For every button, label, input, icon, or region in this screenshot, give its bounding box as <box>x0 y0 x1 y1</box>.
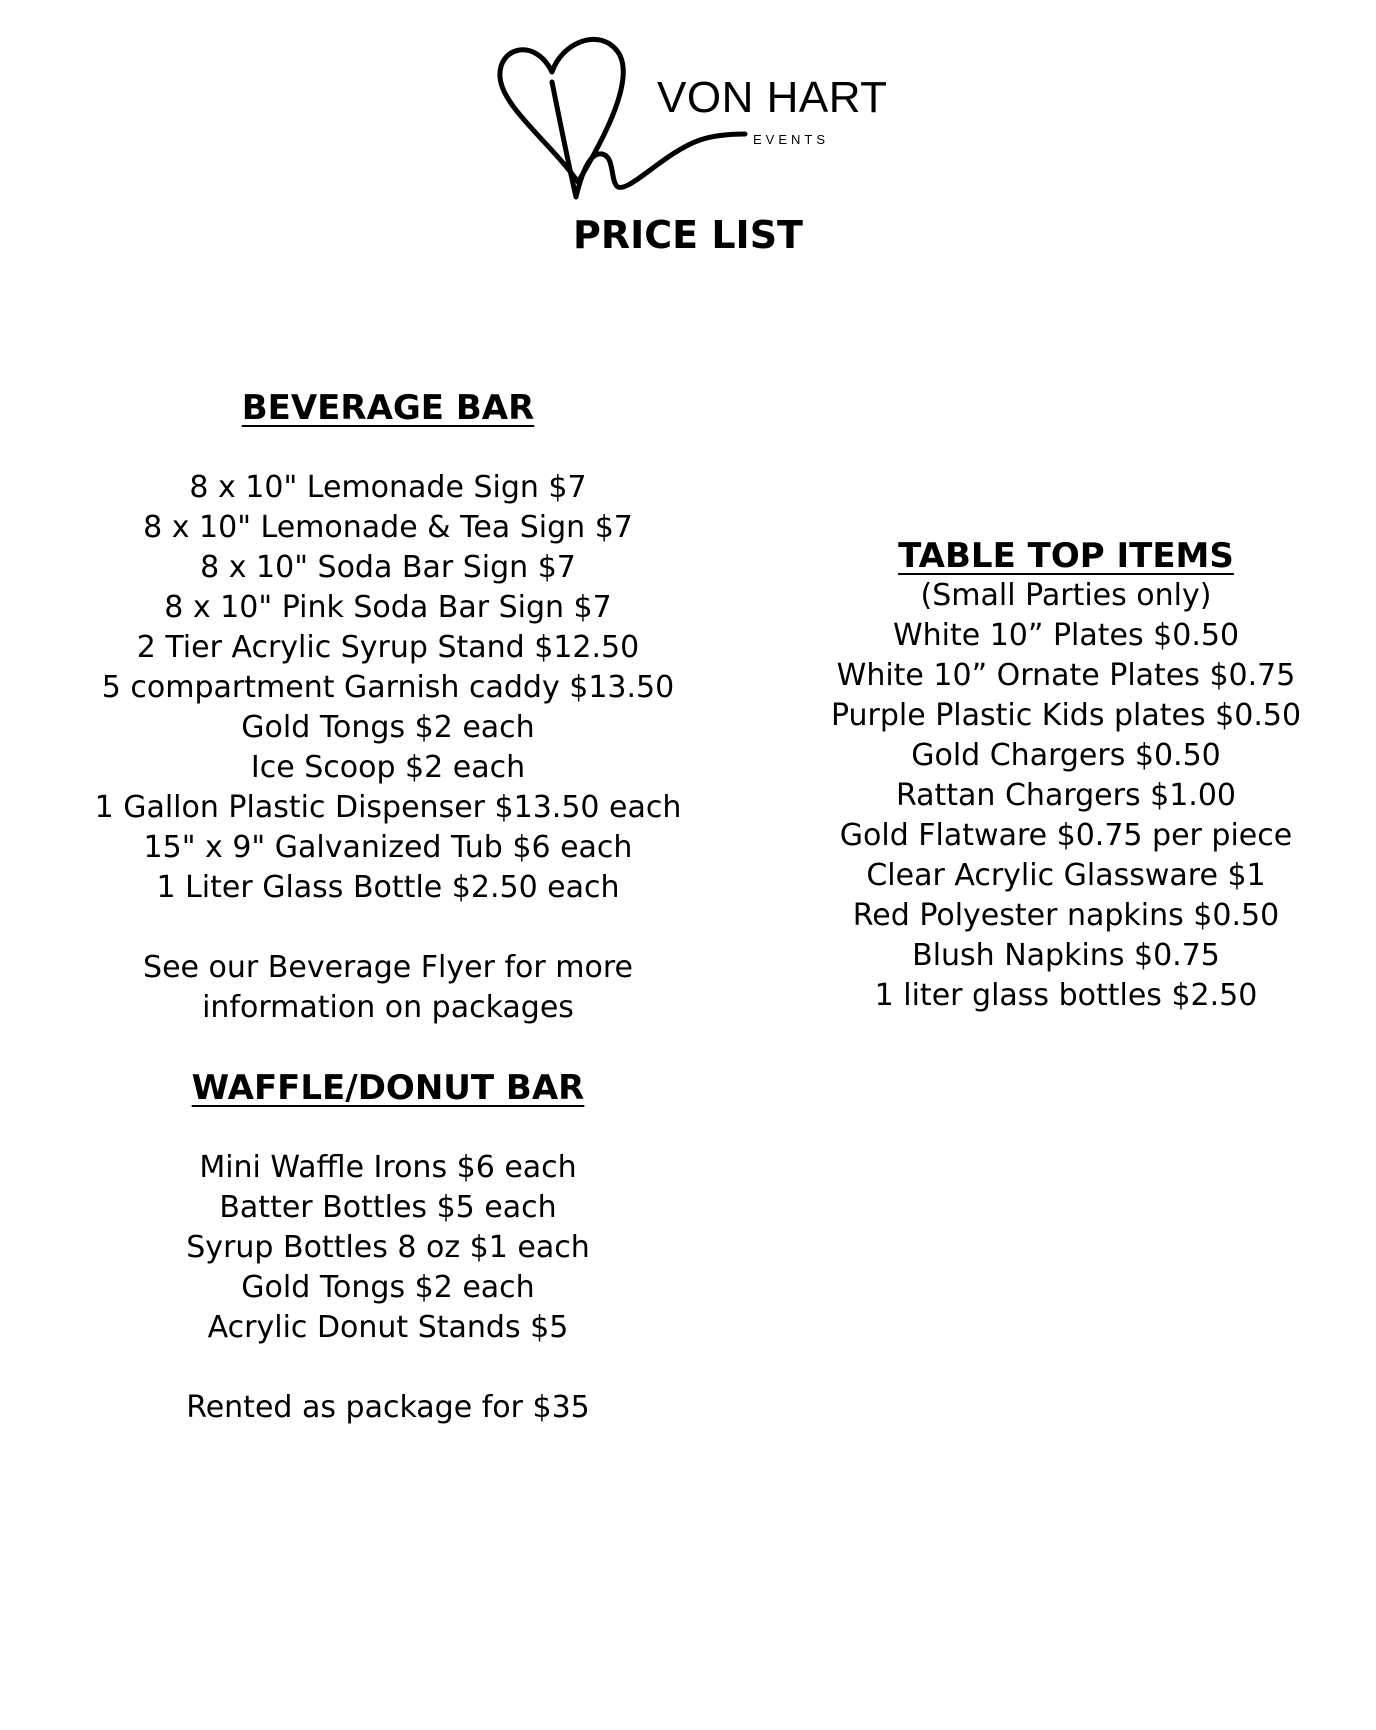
table-top-item: Rattan Chargers $1.00 <box>895 778 1237 813</box>
beverage-bar-item: Gold Tongs $2 each <box>241 710 535 745</box>
beverage-bar-item: 8 x 10" Soda Bar Sign $7 <box>200 550 576 585</box>
beverage-bar-item: Ice Scoop $2 each <box>250 750 526 785</box>
table-top-item: Red Polyester napkins $0.50 <box>852 898 1280 933</box>
beverage-bar-item: 8 x 10" Lemonade Sign $7 <box>189 470 587 505</box>
waffle-donut-bar-heading: WAFFLE/DONUT BAR <box>191 1068 585 1108</box>
beverage-bar-item: 1 Liter Glass Bottle $2.50 each <box>156 870 620 905</box>
waffle-donut-bar-item: Mini Waffle Irons $6 each <box>199 1150 577 1185</box>
table-top-item: White 10” Ornate Plates $0.75 <box>836 658 1296 693</box>
brand-logo <box>490 22 888 207</box>
beverage-bar-note: information on packages <box>202 990 574 1025</box>
waffle-donut-bar-note: Rented as package for $35 <box>186 1390 590 1425</box>
page-title: PRICE LIST <box>573 213 803 257</box>
beverage-bar-item: 8 x 10" Pink Soda Bar Sign $7 <box>164 590 612 625</box>
beverage-bar-item: 8 x 10" Lemonade & Tea Sign $7 <box>143 510 633 545</box>
beverage-bar-note: See our Beverage Flyer for more <box>143 950 633 985</box>
beverage-bar-item: 1 Gallon Plastic Dispenser $13.50 each <box>94 790 682 825</box>
brand-subtitle: EVENTS <box>753 132 830 147</box>
right-column <box>766 536 1366 1016</box>
table-top-item: Gold Chargers $0.50 <box>911 738 1221 773</box>
table-top-items-subheading: (Small Parties only) <box>920 578 1212 613</box>
waffle-donut-bar-item: Acrylic Donut Stands $5 <box>207 1310 569 1345</box>
waffle-donut-bar-item: Syrup Bottles 8 oz $1 each <box>186 1230 590 1265</box>
table-top-item: Gold Flatware $0.75 per piece <box>839 818 1293 853</box>
waffle-donut-bar-item: Batter Bottles $5 each <box>219 1190 557 1225</box>
beverage-bar-item: 2 Tier Acrylic Syrup Stand $12.50 <box>136 630 640 665</box>
table-top-item: Purple Plastic Kids plates $0.50 <box>830 698 1302 733</box>
beverage-bar-item: 5 compartment Garnish caddy $13.50 <box>101 670 675 705</box>
beverage-bar-heading: BEVERAGE BAR <box>241 388 535 428</box>
table-top-item: Blush Napkins $0.75 <box>912 938 1220 973</box>
brand-name: VON HART <box>657 73 888 122</box>
table-top-item: White 10” Plates $0.50 <box>892 618 1240 653</box>
table-top-item: 1 liter glass bottles $2.50 <box>874 978 1258 1013</box>
table-top-item: Clear Acrylic Glassware $1 <box>866 858 1266 893</box>
table-top-items-heading: TABLE TOP ITEMS <box>898 536 1234 576</box>
waffle-donut-bar-item: Gold Tongs $2 each <box>241 1270 535 1305</box>
left-column <box>0 388 776 1428</box>
beverage-bar-item: 15" x 9" Galvanized Tub $6 each <box>143 830 633 865</box>
